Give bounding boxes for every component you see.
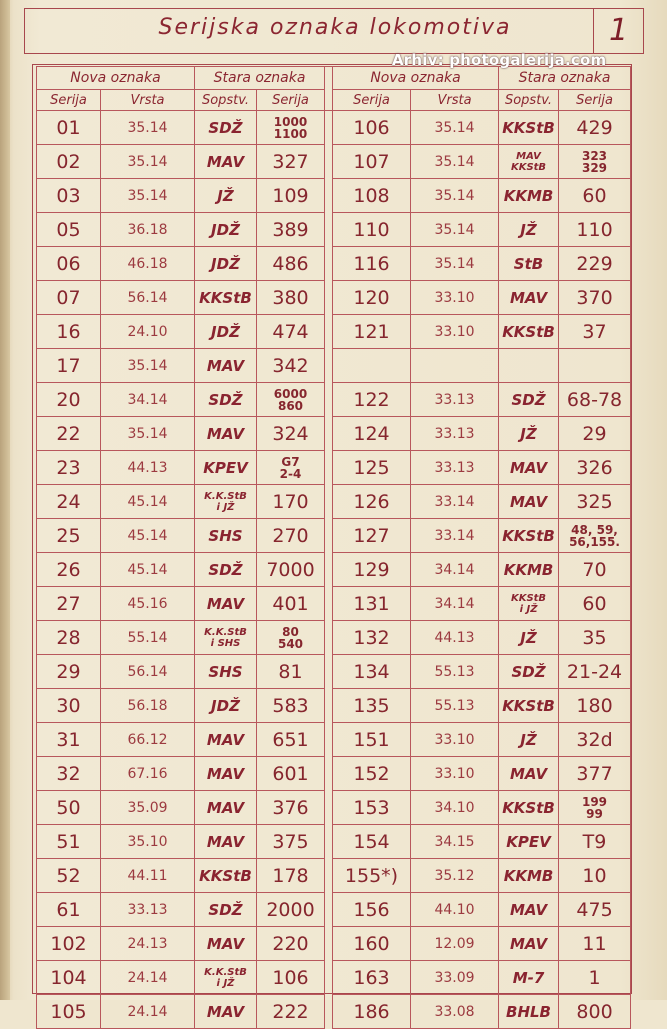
new-series-cell: 25 (37, 519, 101, 553)
new-series-cell: 154 (333, 825, 411, 859)
table-row (37, 553, 631, 587)
old-series-cell: 474 (257, 315, 325, 349)
new-series-cell: 156 (333, 893, 411, 927)
header-vrsta: Vrsta (101, 90, 195, 111)
table-row (37, 757, 631, 791)
type-cell: 33.13 (101, 893, 195, 927)
table-row (37, 893, 631, 927)
old-series-cell (559, 349, 631, 383)
owner-cell: MAV (499, 893, 559, 927)
old-series-cell: 180 (559, 689, 631, 723)
column-gap (325, 179, 333, 213)
old-series-cell: 1 (559, 961, 631, 995)
old-series-cell: 325 (559, 485, 631, 519)
owner-cell: MAV (195, 791, 257, 825)
old-series-cell: 220 (257, 927, 325, 961)
owner-cell: SDŽ (195, 553, 257, 587)
column-gap (325, 723, 333, 757)
owner-cell: MAV (195, 349, 257, 383)
owner-cell: JŽ (499, 621, 559, 655)
owner-cell: KKStB (499, 315, 559, 349)
owner-cell: MAV KKStB (499, 145, 559, 179)
old-series-cell: 583 (257, 689, 325, 723)
new-series-cell: 50 (37, 791, 101, 825)
old-series-cell: 323 329 (559, 145, 631, 179)
table-row (37, 791, 631, 825)
old-series-cell: 21-24 (559, 655, 631, 689)
new-series-cell: 31 (37, 723, 101, 757)
type-cell: 56.14 (101, 655, 195, 689)
type-cell: 33.08 (411, 995, 499, 1029)
new-series-cell: 155*) (333, 859, 411, 893)
table-row (37, 655, 631, 689)
new-series-cell: 06 (37, 247, 101, 281)
owner-cell: KKStB (499, 689, 559, 723)
owner-cell: MAV (195, 927, 257, 961)
old-series-cell: 10 (559, 859, 631, 893)
new-series-cell: 163 (333, 961, 411, 995)
type-cell: 67.16 (101, 757, 195, 791)
old-series-cell: 380 (257, 281, 325, 315)
old-series-cell: 475 (559, 893, 631, 927)
type-cell: 35.14 (411, 247, 499, 281)
type-cell: 35.14 (411, 145, 499, 179)
new-series-cell: 153 (333, 791, 411, 825)
new-series-cell: 124 (333, 417, 411, 451)
table-row (37, 111, 631, 145)
type-cell: 35.10 (101, 825, 195, 859)
header-stara-right: Stara oznaka (499, 67, 631, 90)
type-cell: 35.12 (411, 859, 499, 893)
column-gap (325, 553, 333, 587)
new-series-cell: 07 (37, 281, 101, 315)
column-gap (325, 67, 333, 111)
type-cell: 34.15 (411, 825, 499, 859)
owner-cell: MAV (195, 995, 257, 1029)
type-cell: 46.18 (101, 247, 195, 281)
type-cell: 44.11 (101, 859, 195, 893)
type-cell: 34.14 (101, 383, 195, 417)
new-series-cell: 106 (333, 111, 411, 145)
new-series-cell: 16 (37, 315, 101, 349)
old-series-cell: 60 (559, 587, 631, 621)
title-bar (24, 8, 644, 54)
old-series-cell: 327 (257, 145, 325, 179)
type-cell: 35.14 (411, 111, 499, 145)
column-gap (325, 791, 333, 825)
new-series-cell: 131 (333, 587, 411, 621)
new-series-cell: 104 (37, 961, 101, 995)
owner-cell: KPEV (499, 825, 559, 859)
column-gap (325, 859, 333, 893)
type-cell: 55.14 (101, 621, 195, 655)
new-series-cell: 132 (333, 621, 411, 655)
type-cell: 33.13 (411, 451, 499, 485)
column-gap (325, 247, 333, 281)
table-row (37, 451, 631, 485)
type-cell: 56.18 (101, 689, 195, 723)
new-series-cell: 20 (37, 383, 101, 417)
new-series-cell: 22 (37, 417, 101, 451)
new-series-cell: 129 (333, 553, 411, 587)
column-gap (325, 825, 333, 859)
new-series-cell (333, 349, 411, 383)
owner-cell: MAV (195, 587, 257, 621)
column-gap (325, 111, 333, 145)
column-gap (325, 383, 333, 417)
owner-cell: SDŽ (195, 383, 257, 417)
new-series-cell: 122 (333, 383, 411, 417)
owner-cell: StB (499, 247, 559, 281)
owner-cell: KKMB (499, 859, 559, 893)
owner-cell: MAV (499, 927, 559, 961)
old-series-cell: 29 (559, 417, 631, 451)
type-cell: 33.10 (411, 757, 499, 791)
column-gap (325, 927, 333, 961)
owner-cell: KKMB (499, 179, 559, 213)
old-series-cell: 70 (559, 553, 631, 587)
column-gap (325, 961, 333, 995)
owner-cell: SDŽ (195, 111, 257, 145)
type-cell: 24.14 (101, 961, 195, 995)
new-series-cell: 24 (37, 485, 101, 519)
table-row (37, 689, 631, 723)
header-sopstv: Sopstv. (195, 90, 257, 111)
old-series-cell: 170 (257, 485, 325, 519)
owner-cell: SDŽ (195, 893, 257, 927)
old-series-cell: 110 (559, 213, 631, 247)
owner-cell: MAV (195, 145, 257, 179)
new-series-cell: 134 (333, 655, 411, 689)
old-series-cell: 800 (559, 995, 631, 1029)
column-gap (325, 621, 333, 655)
new-series-cell: 23 (37, 451, 101, 485)
old-series-cell: 324 (257, 417, 325, 451)
old-series-cell: 37 (559, 315, 631, 349)
old-series-cell: T9 (559, 825, 631, 859)
old-series-cell: 651 (257, 723, 325, 757)
locomotive-table (36, 66, 631, 1029)
table-row (37, 519, 631, 553)
table-row (37, 213, 631, 247)
owner-cell: M-7 (499, 961, 559, 995)
new-series-cell: 102 (37, 927, 101, 961)
owner-cell: BHLB (499, 995, 559, 1029)
old-series-cell: 429 (559, 111, 631, 145)
old-series-cell: 106 (257, 961, 325, 995)
type-cell: 35.09 (101, 791, 195, 825)
old-series-cell: 11 (559, 927, 631, 961)
owner-cell: K.K.StB i SHS (195, 621, 257, 655)
owner-cell: JDŽ (195, 213, 257, 247)
old-series-cell: 486 (257, 247, 325, 281)
owner-cell: KKStB (195, 281, 257, 315)
new-series-cell: 186 (333, 995, 411, 1029)
type-cell: 44.10 (411, 893, 499, 927)
new-series-cell: 29 (37, 655, 101, 689)
old-series-cell: 326 (559, 451, 631, 485)
column-gap (325, 587, 333, 621)
type-cell: 35.14 (411, 179, 499, 213)
new-series-cell: 160 (333, 927, 411, 961)
table-row (37, 145, 631, 179)
old-series-cell: 60 (559, 179, 631, 213)
header-serija-old: Serija (559, 90, 631, 111)
column-gap (325, 757, 333, 791)
table-row (37, 349, 631, 383)
table-row (37, 621, 631, 655)
owner-cell: KKStB (499, 111, 559, 145)
type-cell: 35.14 (101, 145, 195, 179)
type-cell: 24.13 (101, 927, 195, 961)
table-row (37, 281, 631, 315)
new-series-cell: 03 (37, 179, 101, 213)
header-nova-left: Nova oznaka (37, 67, 195, 90)
table-row (37, 315, 631, 349)
owner-cell: JDŽ (195, 315, 257, 349)
old-series-cell: 6000 860 (257, 383, 325, 417)
new-series-cell: 28 (37, 621, 101, 655)
type-cell: 56.14 (101, 281, 195, 315)
type-cell: 33.10 (411, 281, 499, 315)
type-cell: 34.14 (411, 587, 499, 621)
type-cell: 35.14 (101, 179, 195, 213)
type-cell: 45.14 (101, 519, 195, 553)
old-series-cell: 80 540 (257, 621, 325, 655)
owner-cell: MAV (499, 281, 559, 315)
owner-cell: MAV (499, 451, 559, 485)
type-cell: 33.14 (411, 519, 499, 553)
owner-cell (499, 349, 559, 383)
old-series-cell: 377 (559, 757, 631, 791)
owner-cell: JDŽ (195, 689, 257, 723)
table-row (37, 859, 631, 893)
table-row (37, 723, 631, 757)
owner-cell: JŽ (499, 417, 559, 451)
type-cell: 55.13 (411, 689, 499, 723)
type-cell: 33.13 (411, 417, 499, 451)
column-gap (325, 893, 333, 927)
column-gap (325, 485, 333, 519)
owner-cell: KKStB (499, 519, 559, 553)
owner-cell: SHS (195, 519, 257, 553)
old-series-cell: 229 (559, 247, 631, 281)
table-row (37, 927, 631, 961)
new-series-cell: 52 (37, 859, 101, 893)
header-serija: Serija (37, 90, 101, 111)
type-cell: 45.14 (101, 553, 195, 587)
column-gap (325, 519, 333, 553)
page-number: 1 (593, 9, 643, 53)
owner-cell: KKStB (499, 791, 559, 825)
table-row (37, 247, 631, 281)
old-series-cell: 376 (257, 791, 325, 825)
header-serija: Serija (333, 90, 411, 111)
owner-cell: JŽ (499, 723, 559, 757)
owner-cell: MAV (195, 417, 257, 451)
table-row (37, 587, 631, 621)
owner-cell: JŽ (195, 179, 257, 213)
new-series-cell: 27 (37, 587, 101, 621)
old-series-cell: 1000 1100 (257, 111, 325, 145)
table-row (37, 485, 631, 519)
old-series-cell: 109 (257, 179, 325, 213)
new-series-cell: 108 (333, 179, 411, 213)
type-cell: 24.10 (101, 315, 195, 349)
header-serija-old: Serija (257, 90, 325, 111)
column-gap (325, 349, 333, 383)
type-cell: 24.14 (101, 995, 195, 1029)
old-series-cell: 81 (257, 655, 325, 689)
old-series-cell: 199 99 (559, 791, 631, 825)
table-row (37, 961, 631, 995)
new-series-cell: 26 (37, 553, 101, 587)
type-cell (411, 349, 499, 383)
new-series-cell: 151 (333, 723, 411, 757)
owner-cell: MAV (499, 485, 559, 519)
type-cell: 66.12 (101, 723, 195, 757)
table-row (37, 383, 631, 417)
old-series-cell: 178 (257, 859, 325, 893)
type-cell: 35.14 (101, 417, 195, 451)
owner-cell: MAV (195, 723, 257, 757)
owner-cell: MAV (195, 757, 257, 791)
new-series-cell: 61 (37, 893, 101, 927)
header-vrsta: Vrsta (411, 90, 499, 111)
header-nova-right: Nova oznaka (333, 67, 499, 90)
table-row (37, 417, 631, 451)
archive-watermark: Arhiv: photogalerija.com (392, 51, 607, 69)
type-cell: 35.14 (101, 111, 195, 145)
type-cell: 36.18 (101, 213, 195, 247)
type-cell: 35.14 (101, 349, 195, 383)
owner-cell: MAV (195, 825, 257, 859)
type-cell: 35.14 (411, 213, 499, 247)
new-series-cell: 152 (333, 757, 411, 791)
type-cell: 33.10 (411, 315, 499, 349)
new-series-cell: 30 (37, 689, 101, 723)
type-cell: 44.13 (411, 621, 499, 655)
new-series-cell: 126 (333, 485, 411, 519)
column-gap (325, 451, 333, 485)
old-series-cell: 401 (257, 587, 325, 621)
book-binding (0, 0, 10, 1000)
old-series-cell: 222 (257, 995, 325, 1029)
column-gap (325, 213, 333, 247)
column-gap (325, 655, 333, 689)
new-series-cell: 32 (37, 757, 101, 791)
owner-cell: KKMB (499, 553, 559, 587)
column-gap (325, 417, 333, 451)
type-cell: 45.14 (101, 485, 195, 519)
old-series-cell: 601 (257, 757, 325, 791)
owner-cell: SDŽ (499, 655, 559, 689)
owner-cell: SDŽ (499, 383, 559, 417)
new-series-cell: 107 (333, 145, 411, 179)
old-series-cell: 32d (559, 723, 631, 757)
type-cell: 44.13 (101, 451, 195, 485)
owner-cell: KPEV (195, 451, 257, 485)
new-series-cell: 116 (333, 247, 411, 281)
old-series-cell: 48, 59, 56,155. (559, 519, 631, 553)
owner-cell: JŽ (499, 213, 559, 247)
type-cell: 33.14 (411, 485, 499, 519)
new-series-cell: 05 (37, 213, 101, 247)
type-cell: 12.09 (411, 927, 499, 961)
owner-cell: SHS (195, 655, 257, 689)
page-title: Serijska oznaka lokomotiva (158, 15, 512, 40)
new-series-cell: 120 (333, 281, 411, 315)
owner-cell: KKStB (195, 859, 257, 893)
owner-cell: KKStB i JŽ (499, 587, 559, 621)
new-series-cell: 110 (333, 213, 411, 247)
old-series-cell: 389 (257, 213, 325, 247)
new-series-cell: 17 (37, 349, 101, 383)
new-series-cell: 01 (37, 111, 101, 145)
column-gap (325, 689, 333, 723)
new-series-cell: 127 (333, 519, 411, 553)
new-series-cell: 02 (37, 145, 101, 179)
header-sopstv: Sopstv. (499, 90, 559, 111)
new-series-cell: 51 (37, 825, 101, 859)
new-series-cell: 135 (333, 689, 411, 723)
owner-cell: K.K.StB i JŽ (195, 961, 257, 995)
table-row (37, 179, 631, 213)
type-cell: 45.16 (101, 587, 195, 621)
header-stara-left: Stara oznaka (195, 67, 325, 90)
old-series-cell: 342 (257, 349, 325, 383)
owner-cell: MAV (499, 757, 559, 791)
table-row (37, 825, 631, 859)
type-cell: 33.10 (411, 723, 499, 757)
column-gap (325, 315, 333, 349)
old-series-cell: 370 (559, 281, 631, 315)
type-cell: 33.09 (411, 961, 499, 995)
old-series-cell: 270 (257, 519, 325, 553)
owner-cell: JDŽ (195, 247, 257, 281)
old-series-cell: 35 (559, 621, 631, 655)
owner-cell: K.K.StB i JŽ (195, 485, 257, 519)
type-cell: 34.10 (411, 791, 499, 825)
type-cell: 34.14 (411, 553, 499, 587)
new-series-cell: 125 (333, 451, 411, 485)
type-cell: 55.13 (411, 655, 499, 689)
old-series-cell: 2000 (257, 893, 325, 927)
old-series-cell: 375 (257, 825, 325, 859)
column-gap (325, 145, 333, 179)
old-series-cell: 7000 (257, 553, 325, 587)
old-series-cell: G7 2-4 (257, 451, 325, 485)
new-series-cell: 105 (37, 995, 101, 1029)
new-series-cell: 121 (333, 315, 411, 349)
type-cell: 33.13 (411, 383, 499, 417)
column-gap (325, 281, 333, 315)
old-series-cell: 68-78 (559, 383, 631, 417)
